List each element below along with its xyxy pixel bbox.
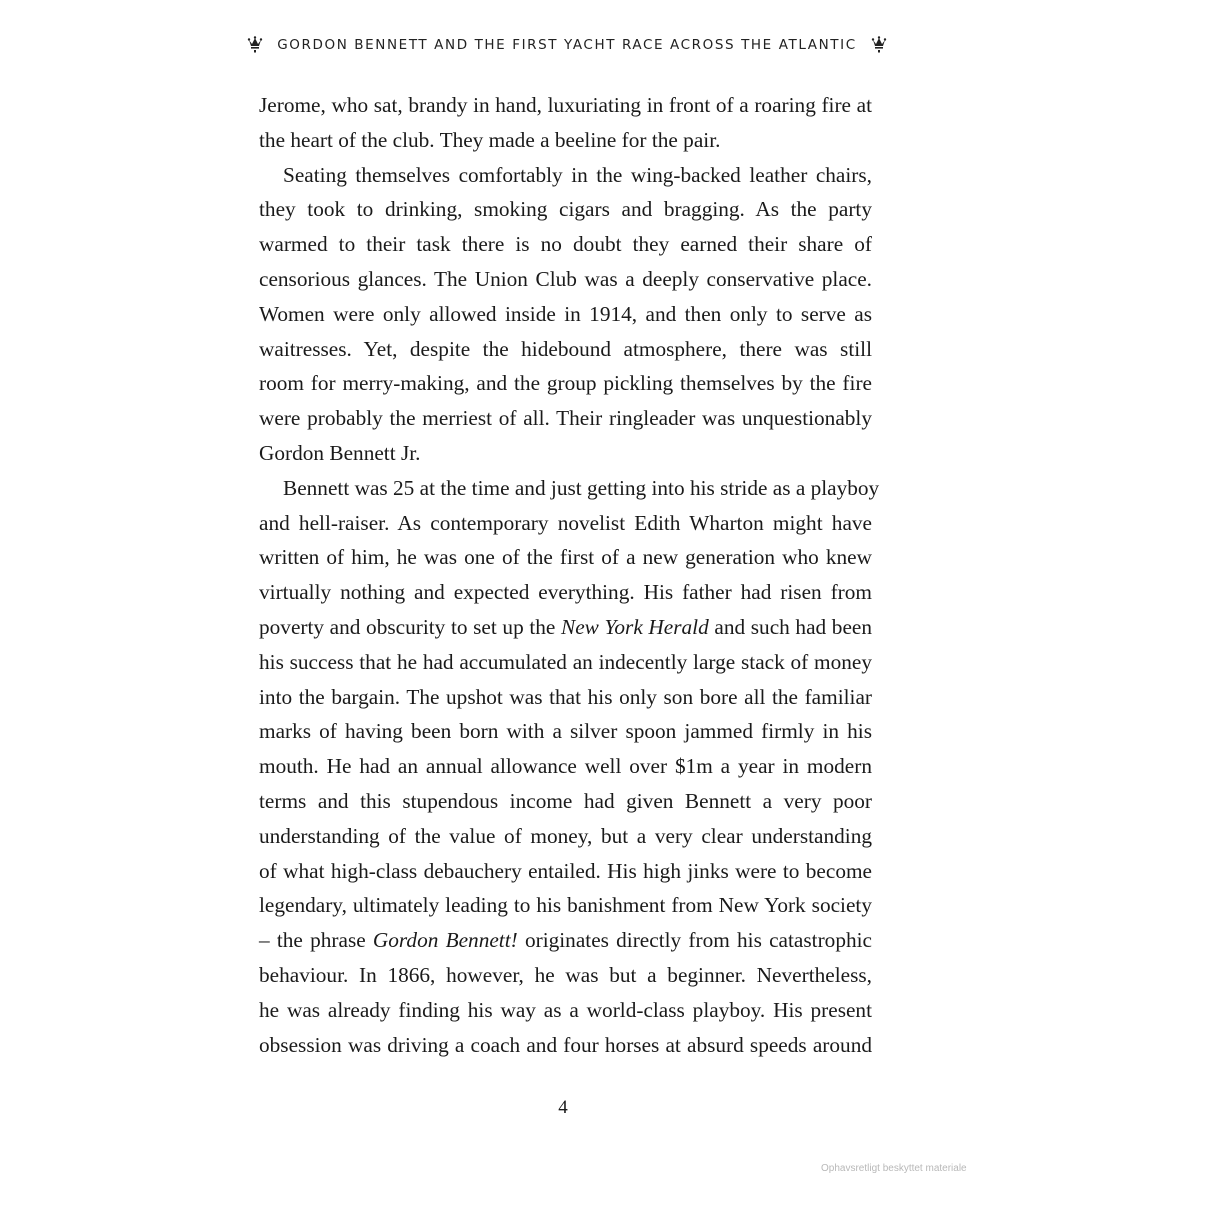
text-line: written of him, he was one of the first of a new generation who knew — [259, 545, 872, 570]
body-text — [259, 88, 880, 1062]
text-line: Gordon Bennett Jr. — [259, 440, 421, 465]
text-line: virtually nothing and expected everything. His father had risen from — [259, 580, 872, 605]
text-line: and hell-raiser. As contemporary novelist Edith Wharton might have — [259, 510, 872, 535]
text-line: – the phrase Gordon Bennett! originates directly from his catastrophic — [259, 928, 872, 953]
text-line: of what high-class debauchery entailed. His high jinks were to become — [259, 858, 872, 883]
text-line: were probably the merriest of all. Their ringleader was unquestionably — [259, 406, 872, 431]
text-line: into the bargain. The upshot was that his only son bore all the familiar — [259, 684, 872, 709]
italic-title: New York Herald — [561, 614, 709, 639]
text-line: they took to drinking, smoking cigars and bragging. As the party — [259, 197, 872, 222]
text-line: obsession was driving a coach and four horses at absurd speeds around — [259, 1032, 872, 1057]
text-line: he was already finding his way as a world-class playboy. His present — [259, 997, 872, 1022]
running-header — [0, 36, 1174, 54]
italic-title: Gordon Bennett! — [372, 928, 518, 953]
text-line: marks of having been born with a silver spoon jammed firmly in his — [259, 719, 872, 744]
running-title: GORDON BENNETT AND THE FIRST YACHT RACE ACROSS THE ATLANTIC — [277, 37, 857, 53]
text-line: terms and this stupendous income had given Bennett a very poor — [259, 788, 872, 813]
crown-icon — [871, 36, 887, 54]
text-line: Bennett was 25 at the time and just getting into his stride as a playboy — [283, 475, 880, 500]
text-line: censorious glances. The Union Club was a deeply conservative place. — [259, 266, 872, 291]
copyright-watermark: Ophavsretligt beskyttet materiale — [821, 1163, 967, 1174]
text-line: waitresses. Yet, despite the hidebound atmosphere, there was still — [259, 336, 872, 361]
text-line: Women were only allowed inside in 1914, and then only to serve as — [259, 301, 872, 326]
text-line: legendary, ultimately leading to his banishment from New York society — [259, 893, 872, 918]
text-line: the heart of the club. They made a beeline for the pair. — [259, 127, 721, 152]
paragraph — [259, 471, 880, 1063]
text-line: Seating themselves comfortably in the wing-backed leather chairs, — [283, 162, 872, 187]
text-line: his success that he had accumulated an indecently large stack of money — [259, 649, 872, 674]
text-line: mouth. He had an annual allowance well over $1m a year in modern — [259, 754, 872, 779]
paragraph — [259, 88, 872, 158]
crown-icon — [247, 36, 263, 54]
text-line: understanding of the value of money, but a very clear understanding — [259, 823, 872, 848]
text-line: behaviour. In 1866, however, he was but a beginner. Nevertheless, — [259, 962, 872, 987]
text-line: poverty and obscurity to set up the New York Herald and such had been — [259, 614, 873, 639]
text-line: room for merry-making, and the group pickling themselves by the fire — [259, 371, 872, 396]
page-number: 4 — [558, 1097, 568, 1118]
text-line: warmed to their task there is no doubt they earned their share of — [259, 232, 872, 257]
paragraph — [259, 158, 872, 471]
text-line: Jerome, who sat, brandy in hand, luxuriating in front of a roaring fire at — [259, 93, 872, 117]
